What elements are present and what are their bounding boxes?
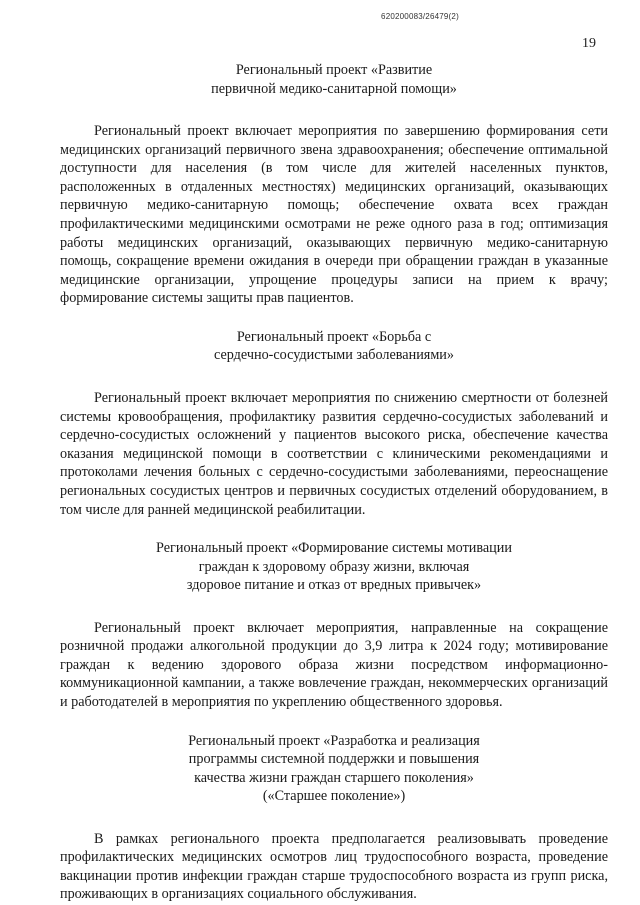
title-line: граждан к здоровому образу жизни, включая <box>198 558 470 575</box>
section-cardiovascular <box>60 328 608 519</box>
section-title <box>60 539 608 595</box>
title-line: Региональный проект «Развитие <box>235 62 433 78</box>
document-content <box>60 61 608 904</box>
title-line: Региональный проект «Формирование системы мотивации <box>156 540 512 557</box>
section-body: Региональный проект включает мероприятия по снижению смертности от болезней системы кровообращения, профилактику развития сердечно-сосудистых заболеваний и сердечно-сосудистых осложнений у пациентов высокого риска, обеспечение качества оказания медицинской помощи в соответствии с клиническими рекомендациями и протоколами лечения больных с сердечно-сосудистыми заболеваниями, переоснащение региональных сосудистых центров и первичных сосудистых отделений оборудованием, в том числе для ранней медицинской реабилитации. <box>60 389 608 518</box>
title-line: здоровое питание и отказ от вредных привычек» <box>186 577 482 594</box>
section-older-generation <box>60 732 608 904</box>
section-healthy-lifestyle <box>60 539 608 711</box>
page-number: 19 <box>582 36 596 51</box>
section-body: Региональный проект включает мероприятия по завершению формирования сети медицинских организаций первичного звена здравоохранения; обеспечение оптимальной доступности для населения (в том числе для жителей населенных пунктов, расположенных в отдаленных местностях) медицинских организаций, оказывающих первичную медико-санитарную помощь; обеспечение охвата всех граждан профилактическими медицинскими осмотрами не реже одного раза в год; оптимизация работы медицинских организаций, оказывающих первичную медико-санитарную помощь, сокращение времени ожидания в очереди при обращении граждан в указанные медицинские организации, упрощение процедуры записи на прием к врачу; формирование системы защиты прав пациентов. <box>60 123 608 307</box>
title-line: программы системной поддержки и повышения <box>188 751 480 768</box>
document-code: 620200083/26479(2) <box>381 12 459 21</box>
section-title <box>60 732 608 806</box>
title-line: Региональный проект «Разработка и реализация <box>188 732 480 749</box>
section-body: Региональный проект включает мероприятия, направленные на сокращение розничной продажи алкогольной продукции до 3,9 литра к 2024 году; мотивирование граждан к ведению здорового образа жизни посредством информационно-коммуникационной кампании, а также вовлечение граждан, некоммерческих организаций и работодателей в мероприятия по укреплению общественного здоровья. <box>60 619 608 710</box>
title-line: сердечно-сосудистыми заболеваниями» <box>214 347 454 364</box>
title-line: первичной медико-санитарной помощи» <box>211 80 457 97</box>
title-line: («Старшее поколение») <box>262 788 406 805</box>
section-title <box>60 61 608 98</box>
section-title <box>60 328 608 365</box>
section-primary-care <box>60 61 608 308</box>
section-body: В рамках регионального проекта предполагается реализовывать проведение профилактических медицинских осмотров лиц трудоспособного возраста, проведение вакцинации против инфекции граждан старше трудоспособного возраста из групп риска, проживающих в организациях социального обслуживания. <box>60 830 608 903</box>
title-line: качества жизни граждан старшего поколения» <box>194 769 474 786</box>
title-line: Региональный проект «Борьба с <box>236 328 432 345</box>
